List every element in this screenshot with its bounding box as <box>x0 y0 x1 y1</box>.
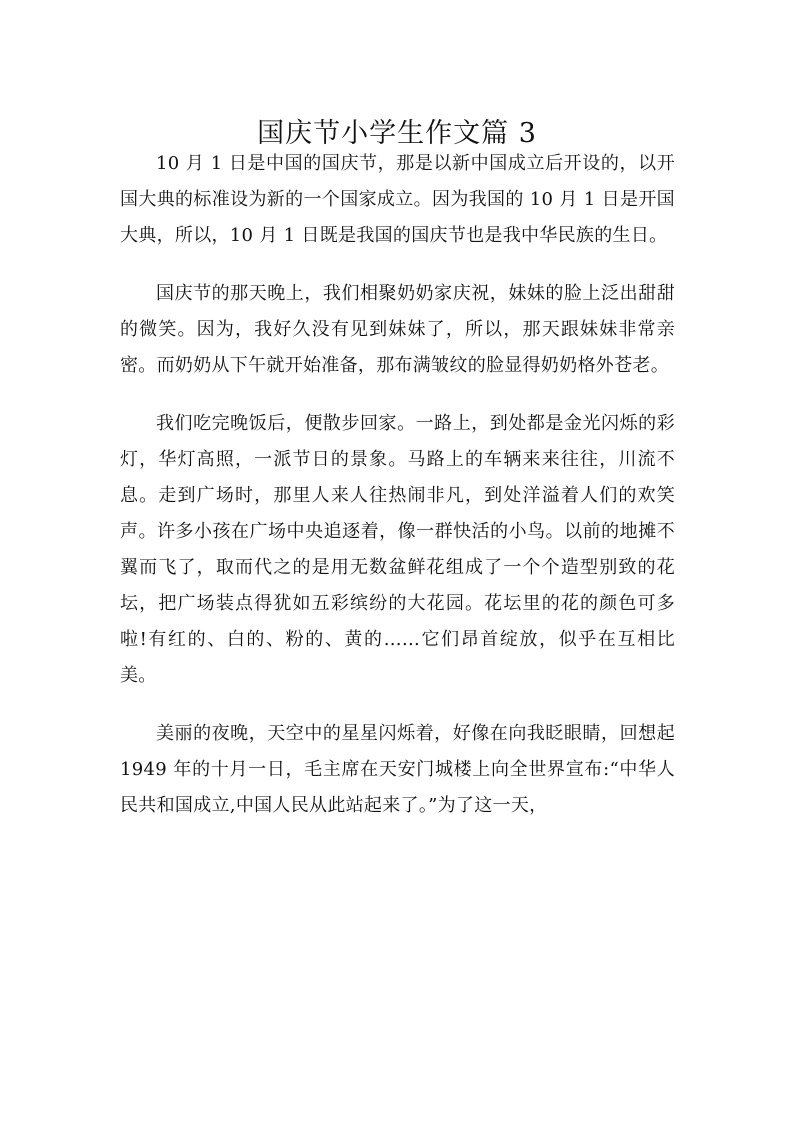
document-title: 国庆节小学生作文篇 3 <box>257 118 537 150</box>
paragraph-2: 国庆节的那天晚上，我们相聚奶奶家庆祝，妹妹的脸上泛出甜甜的微笑。因为，我好久没有见到妹妹了，所以，那天跟妹妹非常亲密。而奶奶从下午就开始准备，那布满皱纹的脸显得奶奶格外苍老。 <box>120 283 675 376</box>
paragraph-4: 美丽的夜晚，天空中的星星闪烁着，好像在向我眨眼睛，回想起 1949 年的十月一日，毛主席在天安门城楼上向全世界宣布:“中华人民共和国成立,中国人民从此站起来了。”为了这一天， <box>120 723 675 816</box>
paragraph-3: 我们吃完晚饭后，便散步回家。一路上，到处都是金光闪烁的彩灯，华灯高照，一派节日的景象。马路上的车辆来来往往，川流不息。走到广场时，那里人来人往热闹非凡，到处洋溢着人们的欢笑声。许多小孩在广场中央追逐着，像一群快活的小鸟。以前的地摊不翼而飞了，取而代之的是用无数盆鲜花组成了一个个造型别致的花坛，把广场装点得犹如五彩缤纷的大花园。花坛里的花的颜色可多啦!有红的、白的、粉的、黄的……它们昂首绽放，似乎在互相比美。 <box>120 413 675 686</box>
document-body <box>120 146 675 824</box>
paragraph-1: 10 月 1 日是中国的国庆节，那是以新中国成立后开设的，以开国大典的标准设为新的一个国家成立。因为我国的 10 月 1 日是开国大典，所以，10 月 1 日既是我国的国庆节也是我中华民族的生日。 <box>120 153 675 246</box>
